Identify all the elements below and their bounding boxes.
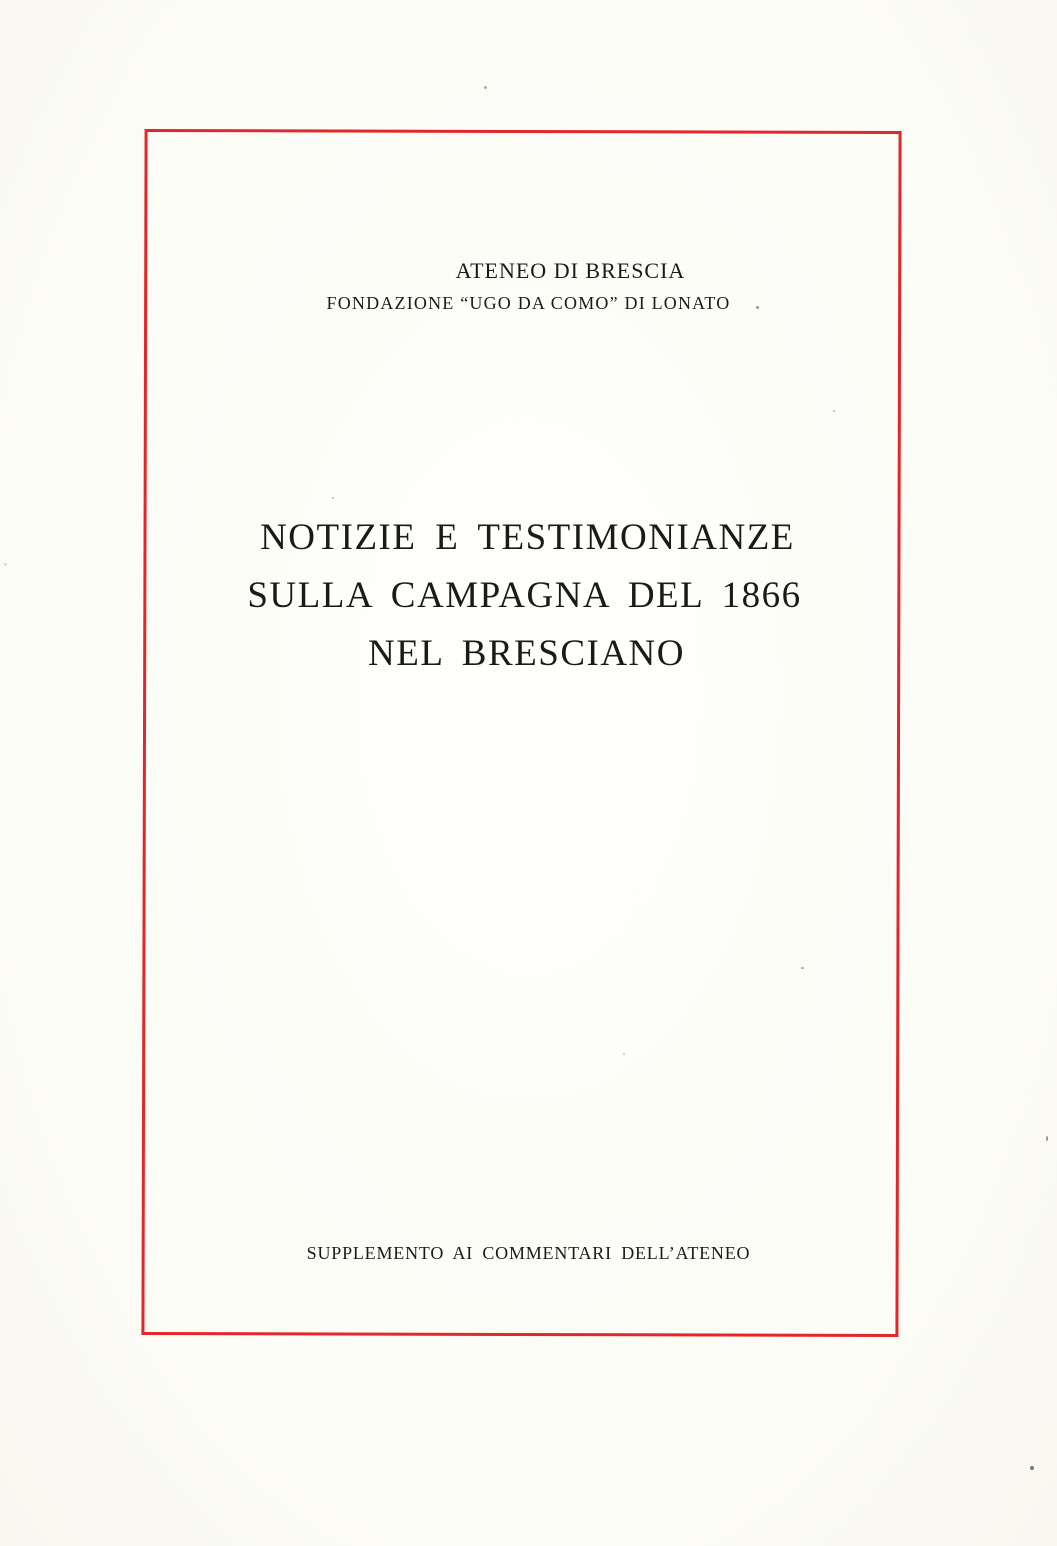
title-line-2: SULLA CAMPAGNA DEL 1866 bbox=[247, 575, 802, 616]
paper-speck bbox=[1046, 1136, 1048, 1141]
supplement-note: SUPPLEMENTO AI COMMENTARI DELL’ATENEO bbox=[306, 1243, 751, 1263]
paper-speck bbox=[4, 563, 7, 566]
paper-speck bbox=[1030, 1466, 1034, 1470]
paper-speck bbox=[623, 1053, 625, 1055]
paper-speck bbox=[756, 306, 759, 309]
title-line-1: NOTIZIE E TESTIMONIANZE bbox=[260, 517, 795, 558]
institution-name: ATENEO DI BRESCIA bbox=[455, 258, 686, 283]
title-line-3: NEL BRESCIANO bbox=[368, 633, 685, 674]
paper-speck bbox=[801, 967, 804, 969]
paper-speck bbox=[484, 86, 487, 89]
paper-speck bbox=[833, 410, 835, 412]
paper-speck bbox=[332, 497, 334, 499]
foundation-name: FONDAZIONE “UGO DA COMO” DI LONATO bbox=[326, 293, 731, 313]
